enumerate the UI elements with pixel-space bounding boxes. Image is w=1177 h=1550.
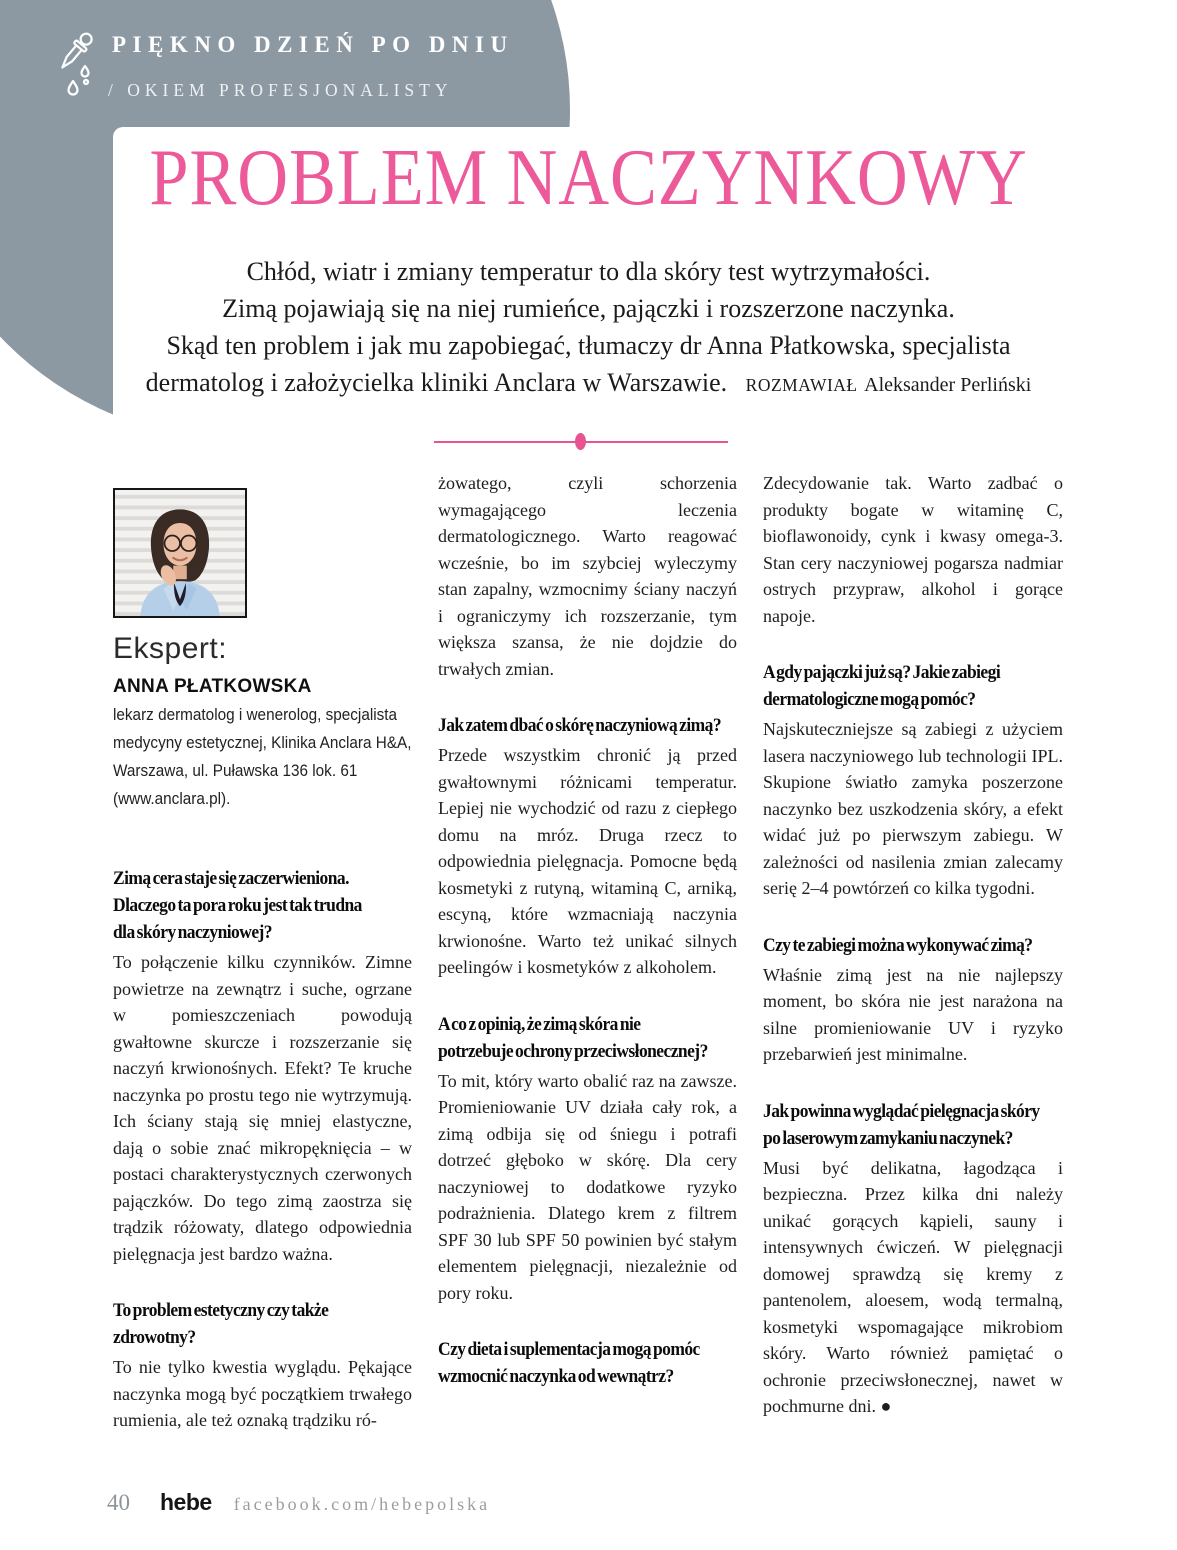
question-line: po laserowym zamykaniu naczynek?: [763, 1127, 1013, 1149]
answer-paragraph: Musi być delikatna, łagodząca i bezpieczna. Przez kilka dni należy unikać gorących kąpieli, sauny i intensywnych ćwiczeń. W pielęgnacji domowej sprawdzą się kremy z pantenolem, aloesem, wodą termalną, kosmetyki wspomagające mikrobiom skóry. Warto również pamiętać o ochronie przeciwsłonecznej, nawet w pochmurne dni. ●: [763, 1157, 1063, 1416]
answer-paragraph: To nie tylko kwestia wyglądu. Pękające naczynka mogą być początkiem trwałego rumienia, ale też oznaką trądziku ró-: [113, 1357, 412, 1430]
expert-photo: [113, 488, 247, 618]
answer-paragraph: Przede wszystkim chronić ją przed gwałtownymi różnicami temperatur. Lepiej nie wychodzić od razu z ciepłego domu na mróz. Druga rzecz to odpowiednia pielęgnacja. Pomocne będą kosmetyki z rutyną, witaminą C, arniką, escyną, które wzmacniają naczynia krwionośne. Warto też unikać silnych peelingów i kosmetyków z alkoholem.: [438, 745, 737, 977]
question-line: potrzebuje ochrony przeciwsłonecznej?: [438, 1040, 708, 1062]
divider-dot: [575, 433, 586, 450]
question-heading: [438, 712, 737, 739]
question-line: A gdy pajączki już są? Jakie zabiegi: [763, 662, 1001, 683]
question-line: dla skóry naczyniowej?: [113, 922, 272, 943]
question-line: dermatologiczne mogą pomóc?: [763, 689, 976, 710]
article-column-3: [763, 470, 1063, 1434]
question-heading: [438, 1011, 737, 1065]
question-heading: [763, 659, 1063, 713]
question-line: wzmocnić naczynka od wewnątrz?: [438, 1366, 674, 1387]
question-line: Czy te zabiegi można wykonywać zimą?: [763, 934, 1033, 956]
question-line: Czy dieta i suplementacja mogą pomóc: [438, 1339, 700, 1360]
section-divider: [434, 441, 728, 443]
intro-line: Chłód, wiatr i zmiany temperatur to dla skóry test wytrzymałości.: [246, 257, 931, 286]
byline-label: ROZMAWIAŁ: [745, 375, 858, 395]
page-number: 40: [107, 1490, 130, 1515]
section-kicker: PIĘKNO DZIEŃ PO DNIU: [112, 32, 514, 57]
intro-line: [0, 364, 1177, 404]
question-heading: [113, 1297, 412, 1351]
question-line: Jak powinna wyglądać pielęgnacja skóry: [763, 1100, 1040, 1122]
article-column-2: [438, 470, 737, 1434]
question-line: Dlaczego ta pora roku jest tak trudna: [113, 895, 362, 916]
question-heading: [438, 1336, 737, 1390]
answer-paragraph: Właśnie zimą jest na nie najlepszy moment, bo skóra nie jest narażona na silne promieniowanie UV i ryzyko przebarwień jest minimalne.: [763, 964, 1063, 1064]
spacer: [113, 813, 412, 835]
expert-bio-line: Warszawa, ul. Puławska 136 lok. 61: [113, 761, 358, 780]
expert-bio-line: medycyny estetycznej, Klinika Anclara H&A,: [113, 733, 412, 752]
expert-bio-line: (www.anclara.pl).: [113, 789, 231, 808]
dropper-icon: [40, 30, 106, 109]
article-columns: [113, 470, 1063, 1434]
expert-bio-line: lekarz dermatolog i wenerolog, specjalista: [113, 705, 398, 724]
question-heading: [763, 1098, 1063, 1152]
expert-bio: [113, 701, 412, 813]
answer-paragraph: Zdecydowanie tak. Warto zadbać o produkty bogate w witaminę C, bioflawonoidy, cynk i kwasy omega-3. Stan cery naczyniowej pogarsza nadmiar ostrych przypraw, alkohol i gorące napoje.: [763, 473, 1063, 626]
answer-paragraph: Najskuteczniejsze są zabiegi z użyciem lasera naczyniowego lub technologii IPL. Skupione światło zamyka poszerzone naczynko bez uszkodzenia skóry, a efekt widać już po pierwszym zabiegu. W zależności od nasilenia zmian zalecamy serię 2–4 powtórzeń co kilka tygodni.: [763, 719, 1063, 898]
question-line: To problem estetyczny czy także: [113, 1300, 329, 1321]
answer-paragraph: żowatego, czyli schorzenia wymagającego leczenia dermatologicznego. Warto reagować wcześnie, bo im szybciej wyleczymy stan zapalny, wzmocnimy ściany naczyń i ograniczymy ich rozszerzanie, tym większa szansa, że nie dojdzie do trwałych zmian.: [438, 473, 737, 679]
expert-heading: Ekspert:: [113, 632, 228, 665]
answer-paragraph: To mit, który warto obalić raz na zawsze. Promieniowanie UV działa cały rok, a zimą odbija się od śniegu i potrafi dotrzeć głęboko w skórę. Dla cery naczyniowej to dodatkowe ryzyko podrażnienia. Dlatego krem z filtrem SPF 30 lub SPF 50 powinien być stałym elementem pielęgnacji, niezależnie od pory roku.: [438, 1070, 737, 1303]
answer-paragraph: To połączenie kilku czynników. Zimne powietrze na zewnątrz i suche, ogrzane w pomieszczeniach powodują gwałtowne skurcze i rozszerzanie się naczyń krwionośnych. Efekt? Te kruche naczynka po prostu tego nie wytrzymują. Ich ściany stają się mniej elastyczne, dają o sobie znać mikropęknięcia – w postaci charakterystycznych czerwonych pajączków. Do tego zimą zaostrza się trądzik różowaty, dlatego odpowiednia pielęgnacja jest bardzo ważna.: [113, 952, 412, 1264]
page-footer: [107, 1489, 490, 1516]
intro-line-text: dermatolog i założycielka kliniki Anclara w Warszawie.: [145, 368, 728, 397]
section-subkicker: / OKIEM PROFESJONALISTY: [108, 80, 453, 100]
intro-paragraph: [0, 253, 1177, 404]
expert-name: ANNA PŁATKOWSKA: [113, 676, 312, 697]
question-line: Zimą cera staje się zaczerwieniona.: [113, 868, 349, 889]
byline-name: Aleksander Perliński: [864, 374, 1032, 396]
intro-line: Zimą pojawiają się na niej rumieńce, pajączki i rozszerzone naczynka.: [222, 294, 955, 323]
page-title: PROBLEM NACZYNKOWY: [149, 134, 1028, 222]
question-heading: [113, 865, 412, 946]
intro-line: Skąd ten problem i jak mu zapobiegać, tłumaczy dr Anna Płatkowska, specjalista: [166, 331, 1011, 360]
facebook-url: facebook.com/hebepolska: [233, 1494, 491, 1514]
question-line: zdrowotny?: [113, 1327, 196, 1348]
question-heading: [763, 932, 1063, 959]
article-column-1: [113, 470, 412, 1434]
question-line: Jak zatem dbać o skórę naczyniową zimą?: [438, 715, 722, 736]
hebe-logo: hebe: [160, 1489, 212, 1515]
question-line: A co z opinią, że zimą skóra nie: [438, 1013, 641, 1035]
